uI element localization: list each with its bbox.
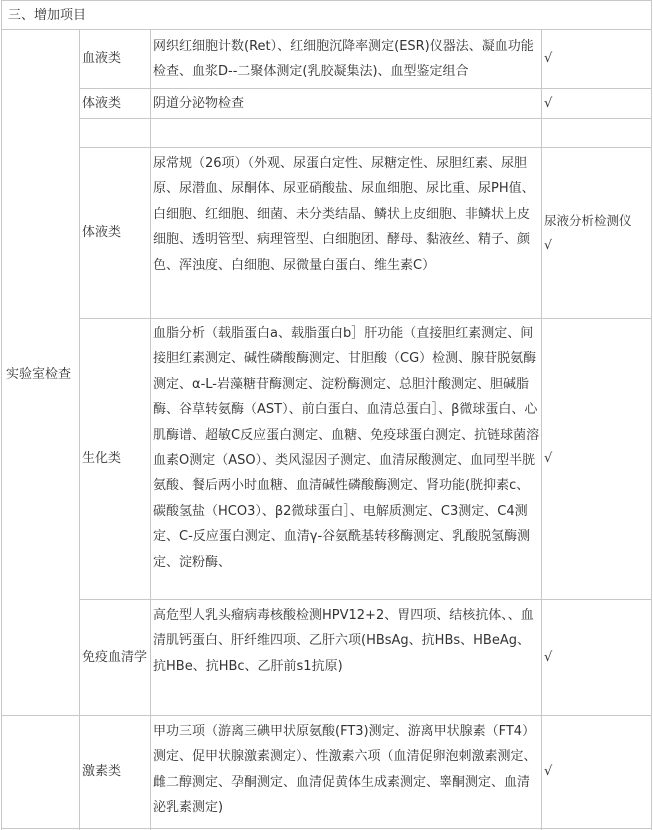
section-title: 三、增加项目 (8, 7, 87, 23)
row-divider (80, 118, 652, 119)
included-mark: 尿液分析检测仪 √ (544, 213, 632, 252)
row-divider (80, 147, 652, 148)
subcategory-label: 血液类 (82, 51, 122, 67)
subcategory-label (82, 119, 150, 147)
column-divider (541, 29, 542, 830)
item-list (153, 119, 540, 147)
category-label: 实验室检查 (6, 367, 72, 383)
subcategory-label: 激素类 (82, 764, 122, 780)
table-border-top (1, 0, 652, 1)
included-mark: √ (544, 649, 553, 665)
item-list: 网织红细胞计数(Ret）、红细胞沉降率测定(ESR)仪器法、凝血功能检查、血浆D--二聚体测定(乳胶凝集法)、血型鉴定组合 (153, 39, 534, 80)
column-divider (150, 29, 151, 830)
row-divider (80, 318, 652, 319)
column-divider (79, 29, 80, 830)
subcategory-label: 免疫血清学 (82, 649, 148, 665)
included-mark (544, 119, 649, 147)
item-list: 血脂分析（载脂蛋白a、载脂蛋白b］肝功能（直接胆红素测定、间接胆红素测定、碱性磷酸酶测定、甘胆酸（CG）检测、腺苷脱氨酶测定、α-L-岩藻糖苷酶测定、淀粉酶测定、总胆汁酸测定、胆碱脂酶、谷草转氨酶（AST）、前白蛋白、血清总蛋白］、β微球蛋白、心肌酶谱、超敏C反应蛋白测定、血糖、免疫球蛋白测定、抗链球菌溶血素O测定（ASO）、类风湿因子测定、血清尿酸测定、血同型半胱氨酸、餐后两小时血糖、血清碱性磷酸酶测定、肾功能(胱抑素c、碳酸氢盐（HCO3）、β2微球蛋白］、电解质测定、C3测定、C4测定、C-反应蛋白测定、血清γ-谷氨酰基转移酶测定、乳酸脱氢酶测定、淀粉酶、 (153, 326, 540, 570)
included-mark: √ (544, 764, 553, 780)
item-list: 高危型人乳头瘤病毒核酸检测HPV12+2、胃四项、结核抗体、、血清肌钙蛋白、肝纤维四项、乙肝六项(HBsAg、抗HBs、HBeAg、抗HBe、抗HBc、乙肝前s1抗原) (153, 608, 534, 674)
subcategory-label: 体液类 (82, 225, 122, 241)
row-divider (80, 599, 652, 600)
included-mark: √ (544, 451, 553, 467)
item-list: 阴道分泌物检查 (153, 95, 245, 111)
table-border-bottom (1, 828, 652, 829)
header-divider (1, 29, 652, 30)
table-border-left (1, 0, 2, 830)
included-mark: √ (544, 51, 553, 67)
subcategory-label: 生化类 (82, 451, 122, 467)
table-border-right (651, 0, 652, 830)
row-divider (80, 88, 652, 89)
item-list: 尿常规（26项）（外观、尿蛋白定性、尿糖定性、尿胆红素、尿胆原、尿潜血、尿酮体、尿亚硝酸盐、尿血细胞、尿比重、尿PH值、白细胞、红细胞、细菌、未分类结晶、鳞状上皮细胞、非鳞状上皮细胞、透明管型、病理管型、白细胞团、酵母、黏液丝、精子、颜色、浑浊度、白细胞、尿微量白蛋白、维生素C） (153, 156, 535, 273)
category-divider (1, 715, 652, 716)
subcategory-label: 体液类 (82, 95, 122, 111)
included-mark: √ (544, 95, 553, 111)
item-list: 甲功三项（游离三碘甲状原氨酸(FT3)测定、游离甲状腺素（FT4）测定、促甲状腺激素测定）、性激素六项（血清促卵泡刺激素测定、雌二醇测定、孕酮测定、血清促黄体生成素测定、睾酮测定、血清泌乳素测定) (153, 724, 537, 816)
